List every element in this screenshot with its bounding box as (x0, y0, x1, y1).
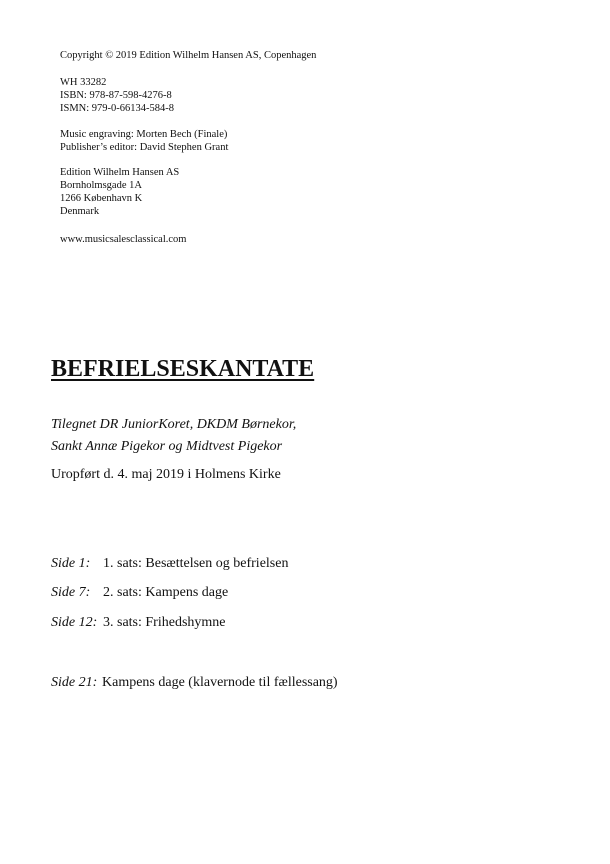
copyright-line: Copyright © 2019 Edition Wilhelm Hansen AS, Copenhagen (60, 50, 317, 61)
contents-row (51, 615, 226, 631)
address-line: Denmark (60, 206, 100, 217)
catalog-number: WH 33282 (60, 77, 107, 88)
website-url: www.musicsalesclassical.com (60, 234, 187, 245)
dedication (51, 414, 296, 458)
contents-row (51, 585, 228, 601)
dedication-line: Sankt Annæ Pigekor og Midtvest Pigekor (51, 439, 283, 454)
contents-page: Side 1: (51, 556, 91, 571)
contents-page: Side 12: (51, 615, 98, 630)
address-line: 1266 København K (60, 193, 143, 204)
isbn: ISBN: 978-87-598-4276-8 (60, 90, 172, 101)
premiere-note: Uropført d. 4. maj 2019 i Holmens Kirke (51, 467, 281, 482)
contents-text: 3. sats: Frihedshymne (103, 615, 226, 630)
contents-page: Side 21: (51, 675, 98, 690)
dedication-line: Tilegnet DR JuniorKoret, DKDM Børnekor, (51, 417, 297, 432)
work-title: BEFRIELSESKANTATE (51, 356, 315, 382)
ismn: ISMN: 979-0-66134-584-8 (60, 103, 175, 114)
address-line: Edition Wilhelm Hansen AS (60, 167, 180, 178)
contents-row (51, 675, 338, 691)
contents-row (51, 556, 288, 572)
contents-text: 2. sats: Kampens dage (103, 585, 229, 600)
publisher-address (60, 166, 179, 218)
identifiers-block (60, 76, 174, 115)
engraving-credit: Music engraving: Morten Bech (Finale) (60, 129, 228, 140)
contents-text: 1. sats: Besættelsen og befrielsen (103, 556, 289, 571)
contents-page: Side 7: (51, 585, 91, 600)
editor-credit: Publisher’s editor: David Stephen Grant (60, 142, 229, 153)
credits-block (60, 128, 228, 154)
contents-text: Kampens dage (klavernode til fællessang) (102, 675, 338, 690)
address-line: Bornholmsgade 1A (60, 180, 142, 191)
